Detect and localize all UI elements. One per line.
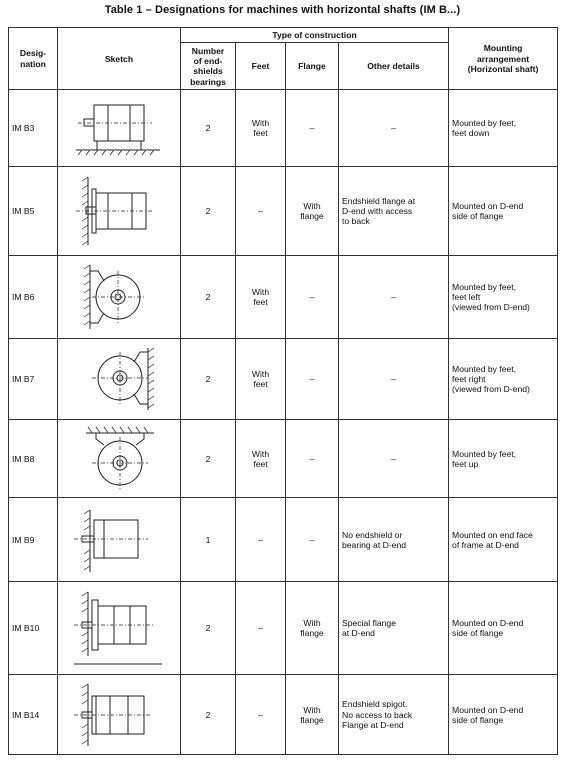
bearings-cell: 2: [181, 675, 236, 755]
mounting-cell: Mounted by feet, feet down: [449, 90, 558, 167]
other-details-cell: Special flange at D-end: [339, 582, 449, 675]
feet-cell: With feet: [236, 339, 286, 420]
mounting-cell: Mounted on end face of frame at D-end: [449, 498, 558, 582]
header-other: Other details: [339, 43, 449, 90]
designation-cell: IM B7: [9, 339, 58, 420]
feet-cell: With feet: [236, 90, 286, 167]
flange-cell: –: [286, 90, 339, 167]
other-details-cell: Endshield flange at D-end with access to back: [339, 167, 449, 256]
flange-cell: With flange: [286, 582, 339, 675]
sketch-cell: [58, 90, 181, 167]
bearings-cell: 1: [181, 498, 236, 582]
table-row: [9, 498, 558, 582]
other-details-cell: –: [339, 256, 449, 339]
header-mounting: Mounting arrangement (Horizontal shaft): [449, 28, 558, 90]
feet-cell: With feet: [236, 256, 286, 339]
bearings-cell: 2: [181, 256, 236, 339]
feet-cell: –: [236, 675, 286, 755]
other-details-cell: No endshield or bearing at D-end: [339, 498, 449, 582]
feet-cell: –: [236, 582, 286, 675]
bearings-cell: 2: [181, 582, 236, 675]
table-row: [9, 582, 558, 675]
flange-cell: –: [286, 256, 339, 339]
mounting-cell: Mounted by feet, feet right (viewed from D-end): [449, 339, 558, 420]
flange-cell: –: [286, 339, 339, 420]
designation-cell: IM B10: [9, 582, 58, 675]
table-row: [9, 90, 558, 167]
other-details-cell: –: [339, 90, 449, 167]
designation-cell: IM B8: [9, 420, 58, 498]
foot-mounted-motor-side-icon: [64, 93, 174, 163]
table-row: [9, 675, 558, 755]
flange-cell: With flange: [286, 675, 339, 755]
header-type-of-construction: Type of construction: [181, 28, 449, 43]
wall-mounted-feet-left-icon: [64, 259, 174, 335]
table-row: [9, 339, 558, 420]
header-flange: Flange: [286, 43, 339, 90]
bearings-cell: 2: [181, 420, 236, 498]
special-flange-motor-icon: [64, 586, 174, 670]
designation-cell: IM B6: [9, 256, 58, 339]
ceiling-mounted-feet-up-icon: [64, 423, 174, 495]
other-details-cell: –: [339, 339, 449, 420]
spigot-flange-motor-icon: [64, 678, 174, 752]
header-designation: Desig- nation: [9, 28, 58, 90]
feet-cell: –: [236, 498, 286, 582]
feet-cell: –: [236, 167, 286, 256]
designation-cell: IM B14: [9, 675, 58, 755]
end-face-mounted-motor-icon: [64, 502, 174, 578]
sketch-cell: [58, 675, 181, 755]
sketch-cell: [58, 420, 181, 498]
mounting-cell: Mounted by feet, feet left (viewed from D-end): [449, 256, 558, 339]
designations-table: [8, 27, 558, 755]
header-feet: Feet: [236, 43, 286, 90]
flange-cell: With flange: [286, 167, 339, 256]
table-title: Table 1 – Designations for machines with horizontal shafts (IM B...): [104, 4, 461, 16]
bearings-cell: 2: [181, 339, 236, 420]
mounting-cell: Mounted by feet, feet up: [449, 420, 558, 498]
sketch-cell: [58, 167, 181, 256]
sketch-cell: [58, 339, 181, 420]
sketch-cell: [58, 256, 181, 339]
designation-cell: IM B5: [9, 167, 58, 256]
sketch-cell: [58, 498, 181, 582]
header-sketch: Sketch: [58, 28, 181, 90]
other-details-cell: –: [339, 420, 449, 498]
mounting-cell: Mounted on D-end side of flange: [449, 675, 558, 755]
designation-cell: IM B3: [9, 90, 58, 167]
header-bearings: Number of end- shields bearings: [181, 43, 236, 90]
table-row: [9, 256, 558, 339]
bearings-cell: 2: [181, 167, 236, 256]
flange-cell: –: [286, 498, 339, 582]
table-row: [9, 420, 558, 498]
sketch-cell: [58, 582, 181, 675]
wall-mounted-feet-right-icon: [64, 342, 174, 416]
table-row: [9, 167, 558, 256]
mounting-cell: Mounted on D-end side of flange: [449, 167, 558, 256]
flange-cell: –: [286, 420, 339, 498]
designation-cell: IM B9: [9, 498, 58, 582]
mounting-cell: Mounted on D-end side of flange: [449, 582, 558, 675]
other-details-cell: Endshield spigot. No access to back Flange at D-end: [339, 675, 449, 755]
feet-cell: With feet: [236, 420, 286, 498]
bearings-cell: 2: [181, 90, 236, 167]
flange-mounted-motor-icon: [64, 171, 174, 251]
